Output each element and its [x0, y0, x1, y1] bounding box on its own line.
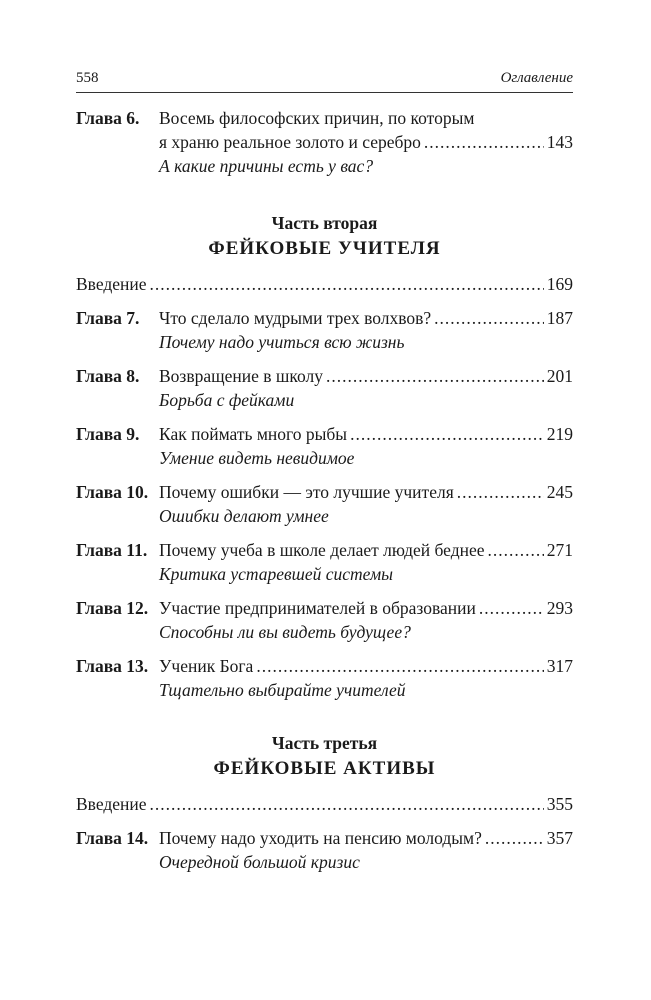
page-ref: 357: [546, 828, 573, 848]
part-heading: [76, 730, 573, 782]
chapter-label: Глава 8.: [76, 366, 140, 386]
chapter-title: Почему надо уходить на пенсию молодым?: [159, 828, 482, 848]
toc-entry-chapter[interactable]: [76, 654, 573, 702]
dot-leader: [150, 792, 544, 816]
chapter-subtitle: Борьба с фейками: [159, 390, 295, 410]
dot-leader: [326, 364, 544, 388]
chapter-title-line1: Восемь философских причин, по которым: [159, 108, 475, 128]
page-ref: 169: [546, 274, 573, 294]
page-ref: 317: [546, 656, 573, 676]
page-ref: 245: [546, 482, 573, 502]
chapter-label: Глава 7.: [76, 308, 140, 328]
page-ref: 143: [546, 132, 573, 152]
toc-entry-chapter[interactable]: [76, 480, 573, 528]
chapter-label: Глава 6.: [76, 108, 140, 128]
part-title: ФЕЙКОВЫЕ АКТИВЫ: [213, 758, 436, 779]
dot-leader: [256, 654, 543, 678]
page-ref: 271: [546, 540, 573, 560]
dot-leader: [350, 422, 544, 446]
chapter-subtitle: Умение видеть невидимое: [159, 448, 355, 468]
page-ref: 219: [546, 424, 573, 444]
intro-title: Введение: [76, 274, 147, 294]
chapter-title: Почему учеба в школе делает людей беднее: [159, 540, 485, 560]
toc-entry-introduction[interactable]: [76, 792, 573, 816]
toc-entry-introduction[interactable]: [76, 272, 573, 296]
toc-entry-chapter[interactable]: [76, 364, 573, 412]
toc-page: [76, 70, 573, 874]
page-number: 558: [76, 70, 99, 86]
toc-entry-chapter[interactable]: [76, 596, 573, 644]
toc-entry-chapter[interactable]: [76, 538, 573, 586]
dot-leader: [434, 306, 544, 330]
chapter-subtitle: Критика устаревшей системы: [159, 564, 394, 584]
part-label: Часть вторая: [271, 213, 378, 233]
dot-leader: [457, 480, 544, 504]
page-ref: 355: [546, 794, 573, 814]
chapter-subtitle: Очередной большой кризис: [159, 852, 360, 872]
toc-entry-chapter-6[interactable]: [76, 106, 573, 178]
chapter-subtitle: А какие причины есть у вас?: [159, 156, 374, 176]
chapter-label: Глава 12.: [76, 598, 149, 618]
chapter-label: Глава 9.: [76, 424, 140, 444]
chapter-label: Глава 14.: [76, 828, 149, 848]
part-heading: [76, 210, 573, 262]
header-rule: [76, 92, 573, 93]
chapter-subtitle: Способны ли вы видеть будущее?: [159, 622, 411, 642]
chapter-subtitle: Тщательно выбирайте учителей: [159, 680, 406, 700]
chapter-title: Что сделало мудрыми трех волхвов?: [159, 308, 432, 328]
chapter-title: Почему ошибки — это лучшие учителя: [159, 482, 454, 502]
part-title: ФЕЙКОВЫЕ УЧИТЕЛЯ: [208, 238, 441, 259]
toc-entry-chapter[interactable]: [76, 422, 573, 470]
dot-leader: [488, 538, 544, 562]
chapter-title: Ученик Бога: [159, 656, 254, 676]
running-header: [76, 70, 573, 94]
page-ref: 187: [546, 308, 573, 328]
chapter-title: Как поймать много рыбы: [159, 424, 348, 444]
toc-entry-chapter[interactable]: [76, 306, 573, 354]
chapter-label: Глава 11.: [76, 540, 148, 560]
chapter-title: Возвращение в школу: [159, 366, 323, 386]
chapter-label: Глава 10.: [76, 482, 149, 502]
dot-leader: [485, 826, 544, 850]
dot-leader: [479, 596, 544, 620]
page-ref: 201: [546, 366, 573, 386]
dot-leader: [424, 130, 544, 154]
page-ref: 293: [546, 598, 573, 618]
dot-leader: [150, 272, 544, 296]
chapter-subtitle: Почему надо учиться всю жизнь: [159, 332, 405, 352]
toc-entry-chapter[interactable]: [76, 826, 573, 874]
chapter-title-line2: я храню реальное золото и серебро: [159, 132, 421, 152]
intro-title: Введение: [76, 794, 147, 814]
part-label: Часть третья: [271, 733, 378, 753]
chapter-label: Глава 13.: [76, 656, 149, 676]
chapter-subtitle: Ошибки делают умнее: [159, 506, 329, 526]
running-title: Оглавление: [500, 70, 573, 86]
chapter-title: Участие предпринимателей в образовании: [159, 598, 476, 618]
